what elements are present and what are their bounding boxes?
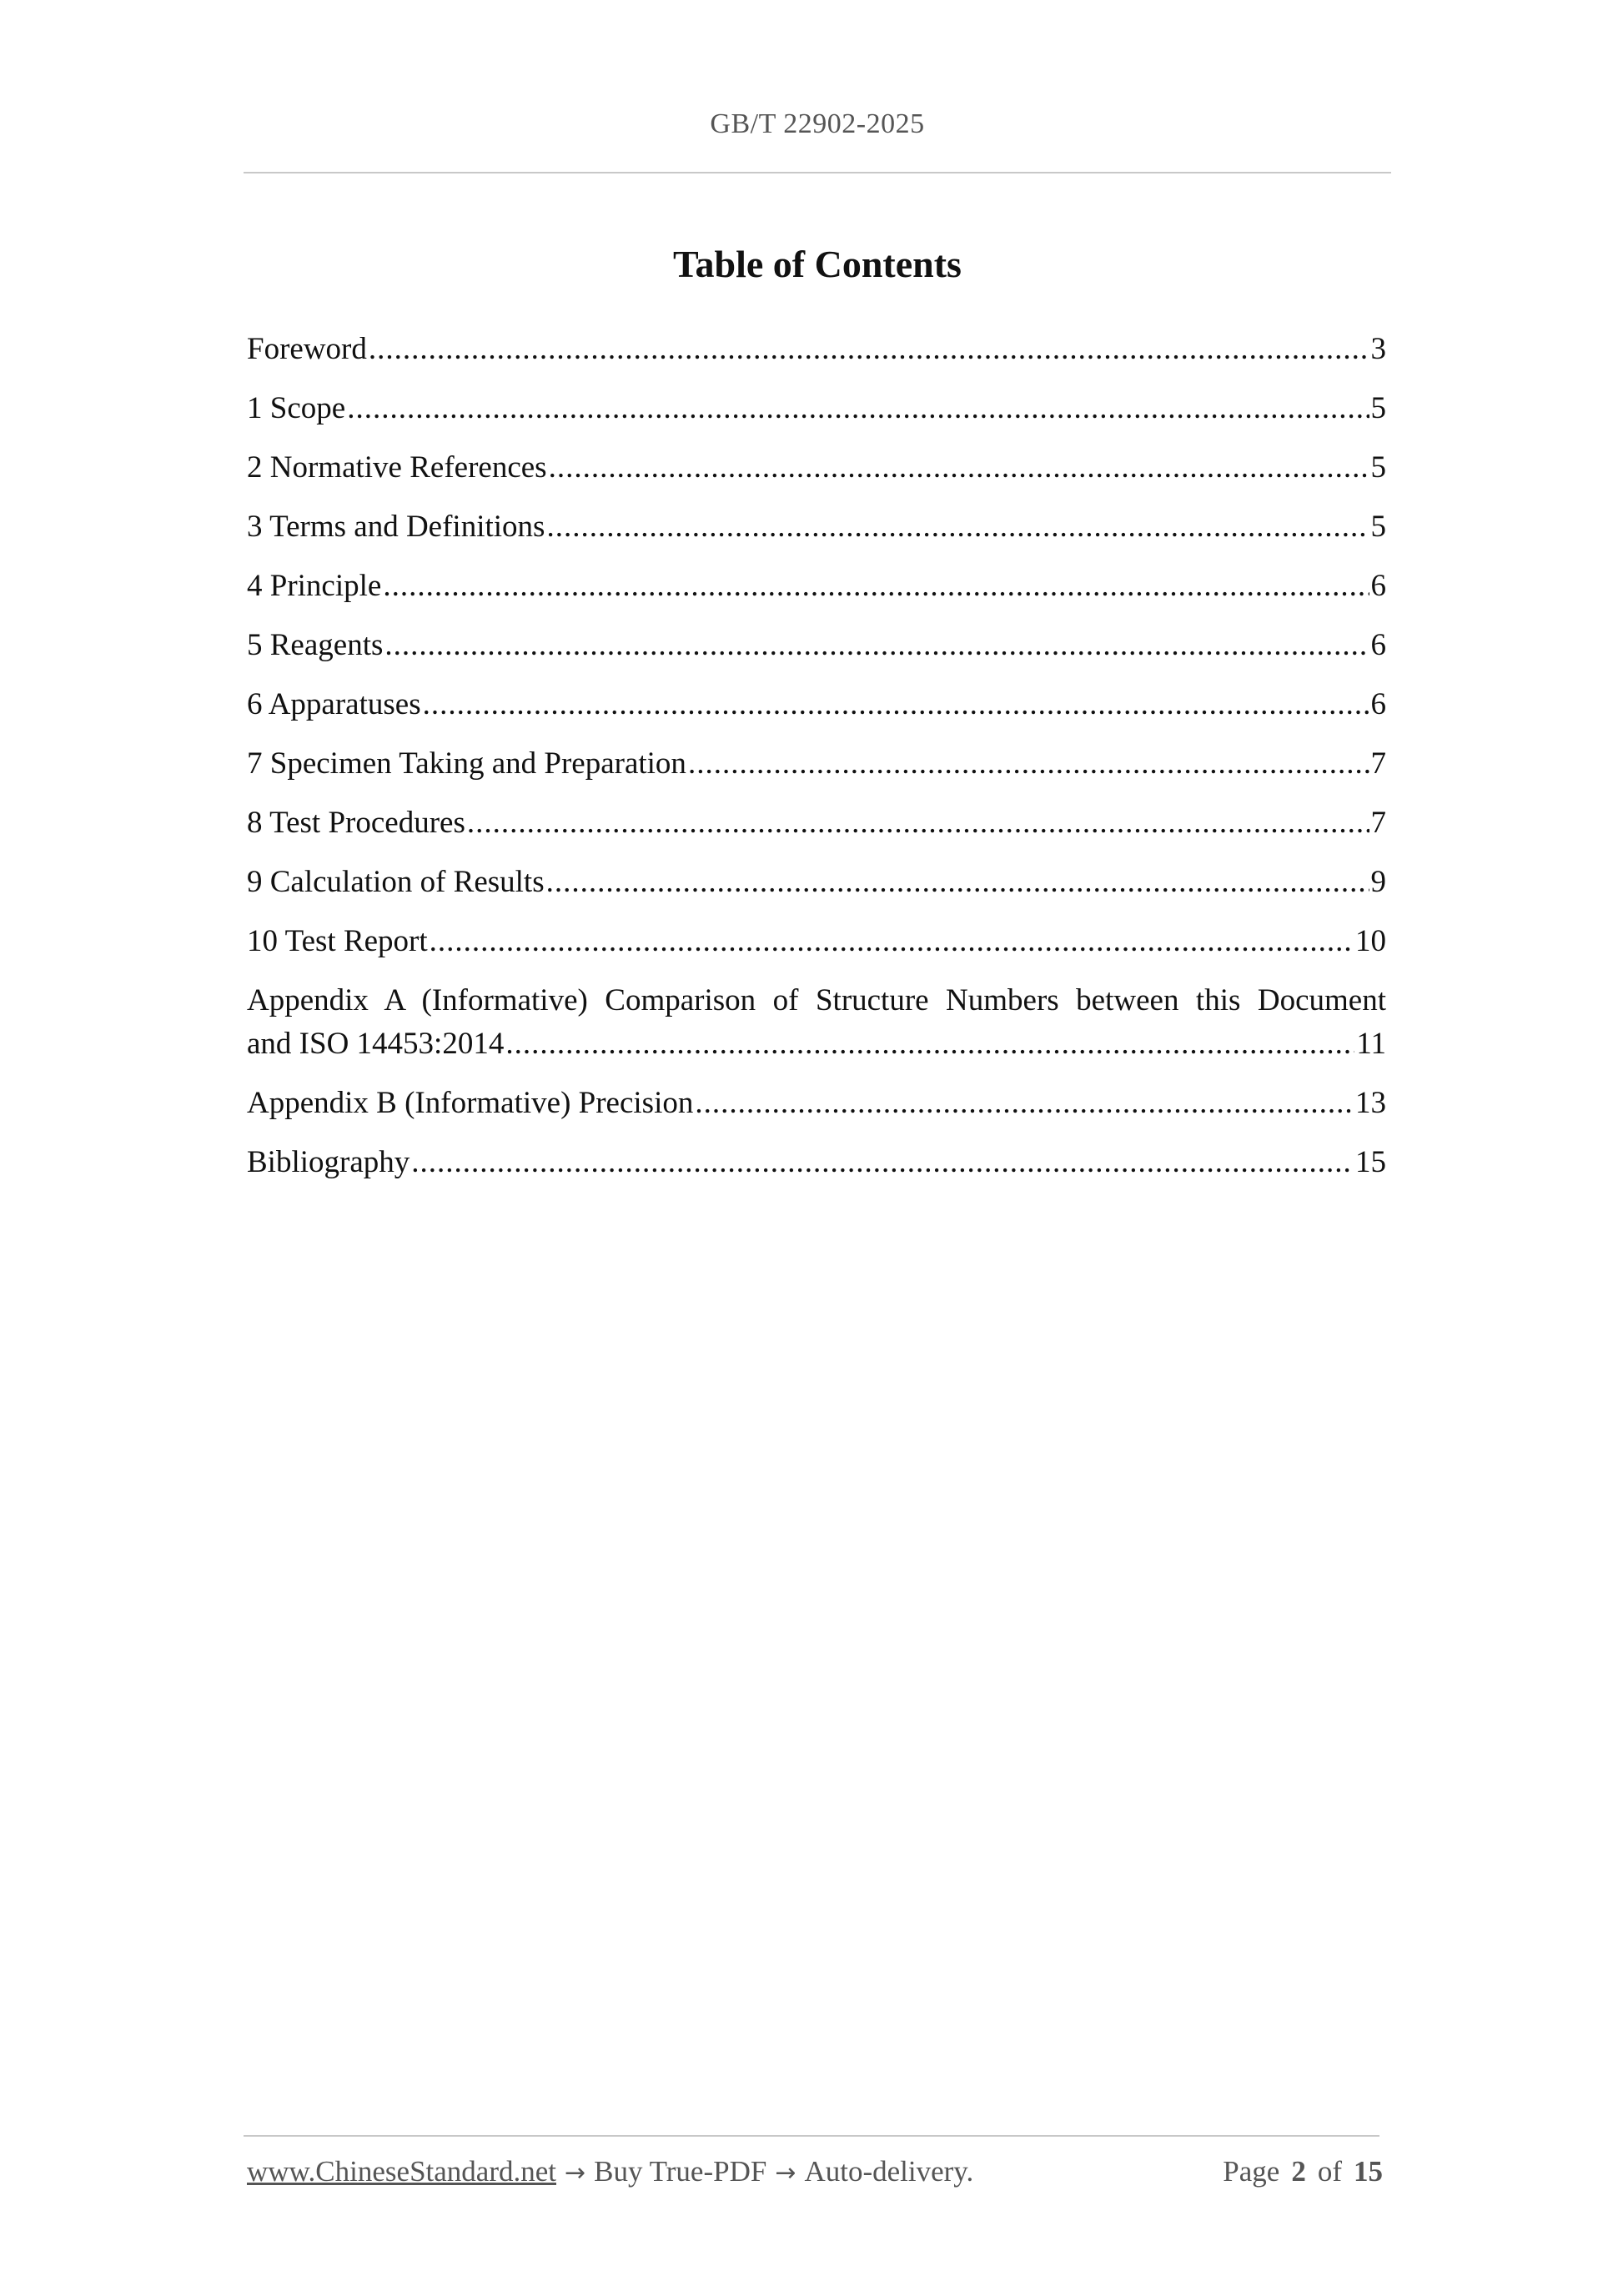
toc-entry-continuation bbox=[247, 1022, 1386, 1066]
toc-dot-leader bbox=[430, 920, 1354, 963]
toc-page-number: 3 bbox=[1370, 332, 1386, 366]
toc-entry-label: Appendix B (Informative) Precision bbox=[247, 1086, 694, 1120]
toc-entry-terms-definitions[interactable] bbox=[247, 505, 1386, 549]
toc-page-number: 6 bbox=[1370, 628, 1386, 662]
toc-dot-leader bbox=[411, 1141, 1354, 1184]
toc-list bbox=[247, 328, 1386, 1200]
toc-dot-leader bbox=[347, 387, 1369, 430]
toc-dot-leader bbox=[384, 624, 1369, 667]
toc-entry-label: 4 Principle bbox=[247, 569, 382, 603]
toc-page-number: 6 bbox=[1370, 687, 1386, 721]
toc-title: Table of Contents bbox=[673, 243, 962, 285]
page-indicator bbox=[1223, 2155, 1383, 2188]
toc-entry-label: 2 Normative References bbox=[247, 450, 547, 485]
toc-page-number: 5 bbox=[1370, 510, 1386, 544]
toc-page-number: 13 bbox=[1355, 1086, 1386, 1120]
toc-dot-leader bbox=[546, 505, 1369, 549]
toc-page-number: 6 bbox=[1370, 569, 1386, 603]
toc-entry-appendix-b[interactable] bbox=[247, 1082, 1386, 1125]
toc-dot-leader bbox=[695, 1082, 1354, 1125]
toc-entry-bibliography[interactable] bbox=[247, 1141, 1386, 1184]
toc-entry-appendix-a[interactable] bbox=[247, 979, 1386, 1066]
current-page-number: 2 bbox=[1291, 2155, 1306, 2188]
toc-entry-label: 9 Calculation of Results bbox=[247, 865, 545, 899]
toc-dot-leader bbox=[383, 565, 1369, 608]
toc-dot-leader bbox=[423, 683, 1369, 726]
toc-entry-label: and ISO 14453:2014 bbox=[247, 1027, 505, 1061]
of-word: of bbox=[1317, 2155, 1342, 2188]
toc-entry-principle[interactable] bbox=[247, 565, 1386, 608]
toc-entry-label: 1 Scope bbox=[247, 391, 346, 425]
toc-dot-leader bbox=[546, 861, 1369, 904]
toc-entry-calculation-results[interactable] bbox=[247, 861, 1386, 904]
toc-entry-test-procedures[interactable] bbox=[247, 801, 1386, 845]
toc-entry-test-report[interactable] bbox=[247, 920, 1386, 963]
toc-entry-label: 6 Apparatuses bbox=[247, 687, 421, 721]
toc-page-number: 7 bbox=[1370, 746, 1386, 781]
footer-promo bbox=[247, 2155, 973, 2188]
toc-dot-leader bbox=[688, 742, 1369, 786]
toc-entry-foreword[interactable] bbox=[247, 328, 1386, 371]
toc-page-number: 11 bbox=[1356, 1027, 1386, 1061]
toc-page-number: 5 bbox=[1370, 450, 1386, 485]
toc-page-number: 15 bbox=[1355, 1145, 1386, 1179]
toc-page-number: 9 bbox=[1370, 865, 1386, 899]
toc-entry-scope[interactable] bbox=[247, 387, 1386, 430]
toc-dot-leader bbox=[369, 328, 1369, 371]
toc-page-number: 7 bbox=[1370, 806, 1386, 840]
toc-page-number: 10 bbox=[1355, 924, 1386, 958]
footer-divider bbox=[244, 2135, 1379, 2137]
toc-entry-label: 3 Terms and Definitions bbox=[247, 510, 545, 544]
toc-entry-label: 10 Test Report bbox=[247, 924, 428, 958]
toc-dot-leader bbox=[505, 1022, 1354, 1066]
page-footer bbox=[247, 2155, 1383, 2188]
toc-entry-label: Foreword bbox=[247, 332, 367, 366]
toc-page-number: 5 bbox=[1370, 391, 1386, 425]
buy-pdf-text: Buy True-PDF bbox=[594, 2155, 767, 2188]
arrow-right-icon: → bbox=[565, 2158, 586, 2188]
toc-entry-reagents[interactable] bbox=[247, 624, 1386, 667]
toc-entry-label: Bibliography bbox=[247, 1145, 410, 1179]
toc-entry-label: 8 Test Procedures bbox=[247, 806, 465, 840]
site-link[interactable]: www.ChineseStandard.net bbox=[247, 2155, 556, 2188]
toc-entry-normative-references[interactable] bbox=[247, 446, 1386, 490]
total-pages-number: 15 bbox=[1354, 2155, 1383, 2188]
page-word: Page bbox=[1223, 2155, 1280, 2188]
toc-entry-label: 7 Specimen Taking and Preparation bbox=[247, 746, 686, 781]
toc-dot-leader bbox=[467, 801, 1369, 845]
toc-entry-specimen-taking[interactable] bbox=[247, 742, 1386, 786]
toc-dot-leader bbox=[549, 446, 1369, 490]
arrow-right-icon: → bbox=[775, 2158, 796, 2188]
header-divider bbox=[244, 172, 1391, 173]
document-header-id: GB/T 22902-2025 bbox=[710, 108, 925, 139]
toc-entry-label: 5 Reagents bbox=[247, 628, 384, 662]
auto-delivery-text: Auto-delivery. bbox=[804, 2155, 974, 2188]
toc-entry-label: Appendix A (Informative) Comparison of Structure Numbers between this Document bbox=[247, 983, 1386, 1017]
toc-entry-apparatuses[interactable] bbox=[247, 683, 1386, 726]
